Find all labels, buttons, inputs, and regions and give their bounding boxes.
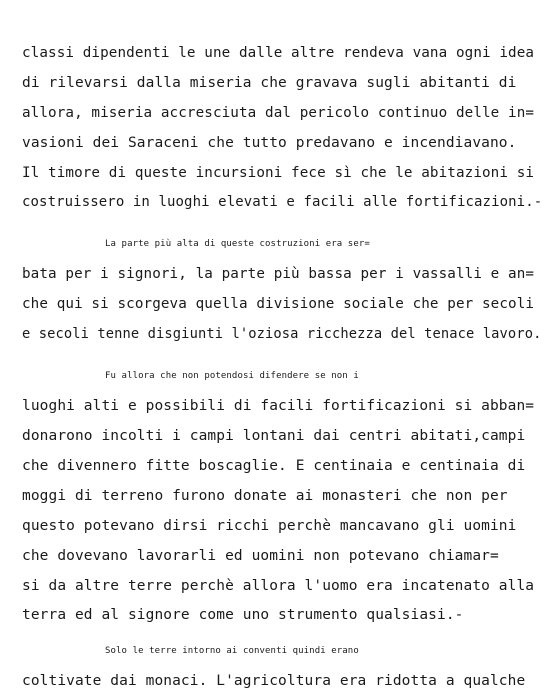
- text-line: luoghi alti e possibili di facili fortificazioni si abban=: [22, 398, 535, 414]
- text-line: vasioni dei Saraceni che tutto predavano e incendiavano.: [22, 135, 517, 151]
- text-line: coltivate dai monaci. L'agricoltura era ridotta a qualche: [22, 673, 526, 689]
- text-line: La parte più alta di queste costruzioni era ser=: [105, 239, 370, 249]
- text-line: si da altre terre perchè allora l'uomo era incatenato alla: [22, 578, 535, 594]
- text-line: che dovevano lavorarli ed uomini non potevano chiamar=: [22, 548, 499, 564]
- text-line: Il timore di queste incursioni fece sì che le abitazioni si: [22, 165, 535, 181]
- text-line: terra ed al signore come uno strumento qualsiasi.-: [22, 607, 464, 623]
- text-line: questo potevano dirsi ricchi perchè mancavano gli uomini: [22, 518, 517, 534]
- text-line: donarono incolti i campi lontani dai centri abitati,campi: [22, 428, 526, 444]
- text-line: e secoli tenne disgiunti l'oziosa ricchezza del tenace lavoro.: [22, 326, 542, 342]
- text-line: classi dipendenti le une dalle altre rendeva vana ogni idea: [22, 45, 535, 61]
- text-line: moggi di terreno furono donate ai monasteri che non per: [22, 488, 508, 504]
- text-line: allora, miseria accresciuta dal pericolo continuo delle in=: [22, 105, 535, 121]
- text-line: che qui si scorgeva quella divisione sociale che per secoli: [22, 296, 535, 312]
- text-line: bata per i signori, la parte più bassa per i vassalli e an=: [22, 266, 535, 282]
- text-line: Solo le terre intorno ai conventi quindi erano: [105, 646, 359, 656]
- text-line: di rilevarsi dalla miseria che gravava sugli abitanti di: [22, 75, 517, 91]
- text-line: costruissero in luoghi elevati e facili alle fortificazioni.-: [22, 194, 543, 210]
- text-line: Fu allora che non potendosi difendere se non i: [105, 371, 359, 381]
- text-line: che divennero fitte boscaglie. E centinaia e centinaia di: [22, 458, 526, 474]
